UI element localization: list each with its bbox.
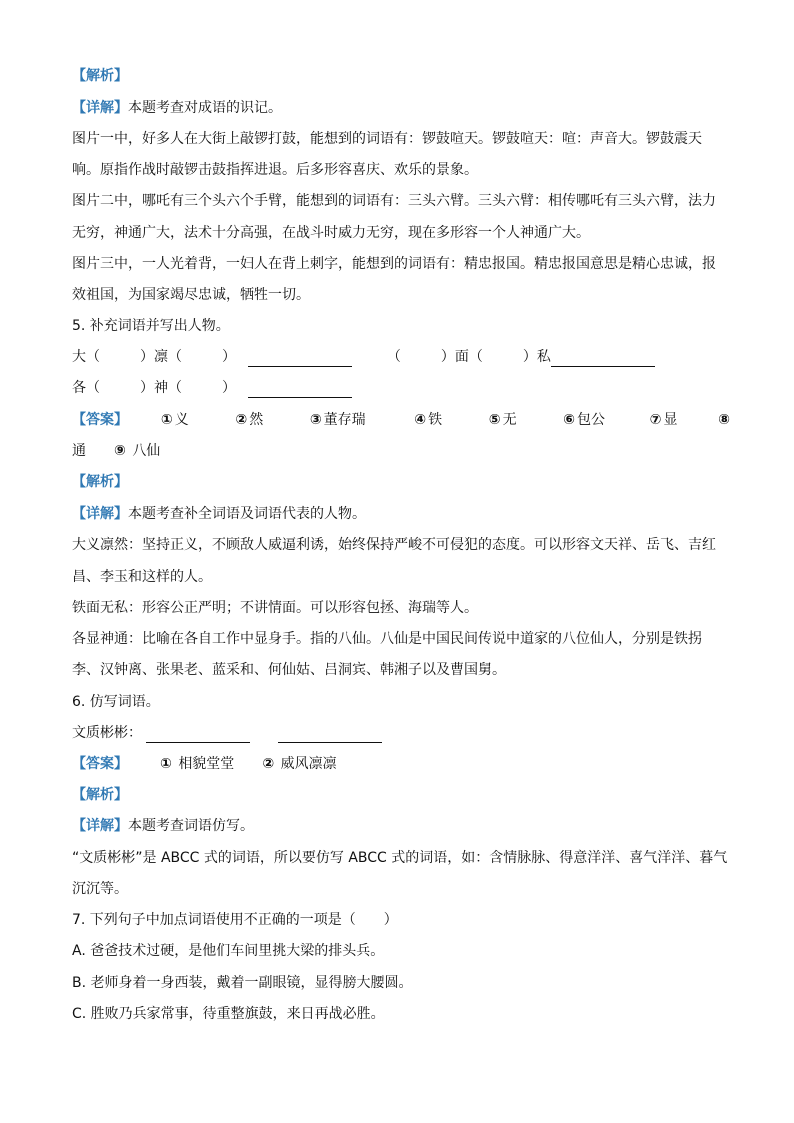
detail-text: 本题考查词语仿写。 [128, 818, 254, 834]
paragraph-line: 各显神通：比喻在各自工作中显身手。指的八仙。八仙是中国民间传说中道家的八位仙人，分别是铁拐 [72, 631, 702, 647]
fill-text: （ [386, 349, 401, 365]
paragraph-line: 沉沉等。 [72, 881, 128, 897]
fill-text: ）凛（ [140, 349, 182, 365]
option-c: C. 胜败乃兵家常事，待重整旗鼓，来日再战必胜。 [72, 1006, 385, 1022]
question-6-prompt [72, 723, 382, 743]
answer-text: 包公 [577, 412, 606, 428]
paragraph-line: “文质彬彬”是 ABCC 式的词语，所以要仿写 ABCC 式的词语，如：含情脉脉、得意洋洋、喜气洋洋、暮气 [72, 850, 728, 866]
analysis-tag: 【解析】 [72, 474, 128, 490]
paragraph-line: 铁面无私：形容公正严明；不讲情面。可以形容包拯、海瑞等人。 [72, 600, 478, 616]
answer-text: 董存瑞 [323, 412, 366, 428]
fill-text: ）面（ [440, 349, 483, 365]
answer-number: ⑧ [718, 412, 730, 428]
detail-tag: 【详解】 [72, 506, 128, 522]
paragraph-line: 图片二中，哪吒有三个头六个手臂，能想到的词语有：三头六臂。三头六臂：相传哪吒有三头六臂，法力 [72, 193, 716, 209]
answer-number: ③ [309, 412, 322, 428]
option-b: B. 老师身着一身西装，戴着一副眼镜，显得膀大腰圆。 [72, 975, 413, 991]
answer-text: 八仙 [132, 443, 161, 459]
question-5-answer [72, 410, 732, 430]
detail-line [72, 816, 254, 836]
fill-text: ）神（ [140, 380, 182, 396]
answer-text: 然 [249, 412, 264, 428]
answer-text: 显 [663, 412, 678, 428]
detail-tag: 【详解】 [72, 100, 128, 116]
fill-text: 大（ [72, 349, 100, 365]
answer-blank[interactable] [278, 728, 382, 743]
question-6-title: 6. 仿写词语。 [72, 694, 160, 710]
question-5-answer-cont [72, 441, 160, 461]
fill-text: ）私 [522, 349, 551, 365]
detail-tag: 【详解】 [72, 818, 128, 834]
paragraph-line: 效祖国，为国家竭尽忠诚，牺牲一切。 [72, 287, 310, 303]
paragraph-line: 图片一中，好多人在大街上敲锣打鼓，能想到的词语有：锣鼓喧天。锣鼓喧天：喧：声音大。锣鼓震天 [72, 131, 702, 147]
answer-text: 无 [502, 412, 517, 428]
detail-line [72, 504, 366, 524]
answer-number: ① [160, 756, 172, 772]
question-5-row-2 [72, 378, 352, 398]
paragraph-line: 昌、李玉和这样的人。 [72, 569, 212, 585]
question-6-answer [72, 754, 337, 774]
answer-text: 威风凛凛 [280, 756, 337, 772]
paragraph-line: 图片三中，一人光着背，一妇人在背上刺字，能想到的词语有：精忠报国。精忠报国意思是精心忠诚，报 [72, 256, 716, 272]
answer-number: ⑤ [488, 412, 501, 428]
answer-text: 通 [72, 443, 86, 459]
answer-tag: 【答案】 [72, 756, 128, 772]
paragraph-line: 无穷，神通广大，法术十分高强，在战斗时威力无穷，现在多形容一个人神通广大。 [72, 225, 590, 241]
answer-blank[interactable] [551, 352, 655, 367]
fill-text: ） [222, 349, 236, 365]
answer-number: ② [235, 412, 248, 428]
detail-line [72, 98, 282, 118]
fill-text: 各（ [72, 380, 100, 396]
paragraph-line: 李、汉钟离、张果老、蓝采和、何仙姑、吕洞宾、韩湘子以及曹国舅。 [72, 662, 506, 678]
answer-number: ⑦ [649, 412, 662, 428]
answer-item [161, 410, 211, 430]
question-5-row-1 [72, 347, 655, 367]
option-a: A. 爸爸技术过硬，是他们车间里挑大梁的排头兵。 [72, 943, 385, 959]
answer-blank[interactable] [248, 383, 352, 398]
answer-item [235, 410, 285, 430]
answer-item [489, 410, 539, 430]
answer-text: 义 [174, 412, 189, 428]
paragraph-line: 大义凛然：坚持正义，不顾敌人威逼利诱，始终保持严峻不可侵犯的态度。可以形容文天祥、岳飞、吉红 [72, 537, 716, 553]
answer-item [414, 410, 464, 430]
analysis-tag: 【解析】 [72, 787, 128, 803]
question-5-title: 5. 补充词语并写出人物。 [72, 318, 230, 334]
answer-tag: 【答案】 [72, 412, 128, 428]
prompt-text: 文质彬彬： [72, 725, 142, 741]
answer-item [718, 410, 732, 430]
analysis-tag: 【解析】 [72, 68, 128, 84]
answer-number: ② [262, 756, 275, 772]
answer-item [650, 410, 700, 430]
paragraph-line: 响。原指作战时敲锣击鼓指挥进退。后多形容喜庆、欢乐的景象。 [72, 162, 478, 178]
answer-number: ⑨ [114, 443, 126, 459]
answer-item [563, 410, 625, 430]
answer-number: ④ [414, 412, 427, 428]
fill-text: ） [222, 380, 236, 396]
detail-text: 本题考查对成语的识记。 [128, 100, 282, 116]
answer-item [310, 410, 390, 430]
answer-blank[interactable] [248, 352, 352, 367]
answer-blank[interactable] [146, 728, 250, 743]
question-7-title: 7. 下列句子中加点词语使用不正确的一项是（ ） [72, 912, 398, 928]
answer-text: 相貌堂堂 [178, 756, 235, 772]
answer-text: 铁 [428, 412, 443, 428]
detail-text: 本题考查补全词语及词语代表的人物。 [128, 506, 366, 522]
answer-number: ① [160, 412, 173, 428]
answer-number: ⑥ [563, 412, 576, 428]
